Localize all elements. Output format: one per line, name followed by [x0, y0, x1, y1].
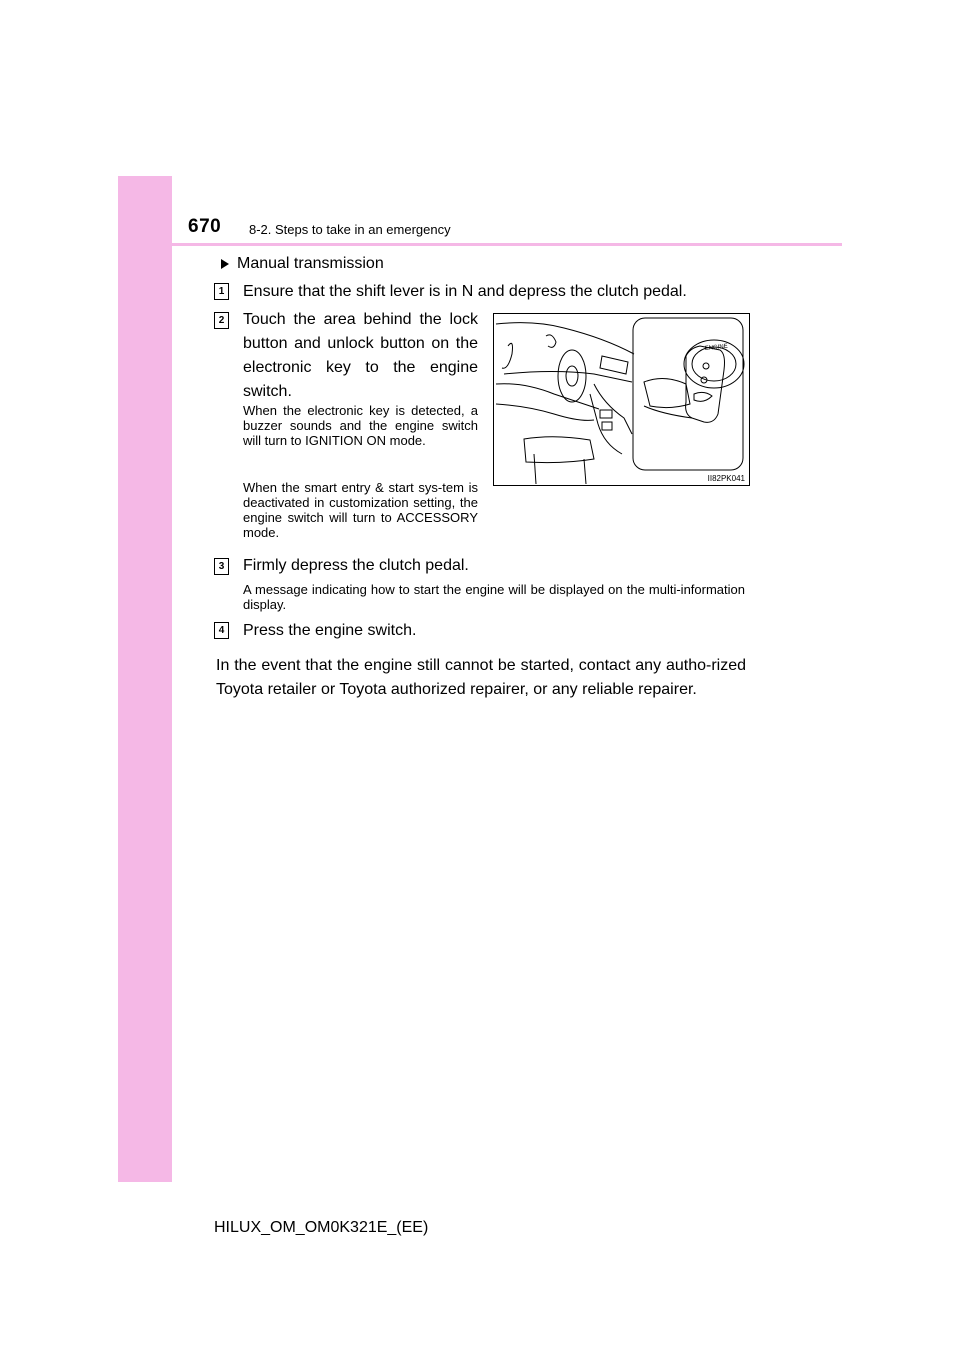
step-number-3: 3 — [214, 558, 229, 575]
triangle-bullet-icon — [221, 259, 229, 269]
engine-start-illustration — [493, 313, 750, 486]
subheading-label: Manual transmission — [237, 255, 384, 272]
step-3-text: Firmly depress the clutch pedal. — [243, 557, 469, 574]
engine-button-label: ENGINE — [704, 343, 729, 352]
step-2-text: Touch the area behind the lock button and unlock button on the electronic key to the engine switch. — [243, 311, 478, 400]
section-title: 8-2. Steps to take in an emergency — [249, 222, 451, 237]
header-rule — [118, 243, 842, 246]
step-number-1: 1 — [214, 283, 229, 300]
page-side-tab — [118, 176, 172, 1182]
page-number: 670 — [188, 216, 222, 237]
illustration-drawing — [494, 314, 749, 485]
step-2-note-1: When the electronic key is detected, a buzzer sounds and the engine switch will turn to IGNITION ON mode. — [243, 403, 478, 448]
closing-paragraph: In the event that the engine still cannot be started, contact any autho-rized Toyota retailer or Toyota authorized repairer, or any reliable repairer. — [216, 657, 746, 698]
step-2-note-2: When the smart entry & start sys-tem is deactivated in customization setting, the engine switch will turn to ACCESSORY mode. — [243, 480, 478, 540]
footer-document-code: HILUX_OM_OM0K321E_(EE) — [214, 1219, 429, 1236]
step-3-note-1: A message indicating how to start the engine will be displayed on the multi-information display. — [243, 582, 745, 612]
step-1-text: Ensure that the shift lever is in N and depress the clutch pedal. — [243, 283, 687, 300]
step-number-2: 2 — [214, 312, 229, 329]
step-4-text: Press the engine switch. — [243, 622, 417, 639]
subheading — [221, 255, 384, 273]
step-number-4: 4 — [214, 622, 229, 639]
figure-code: II82PK041 — [707, 474, 745, 483]
